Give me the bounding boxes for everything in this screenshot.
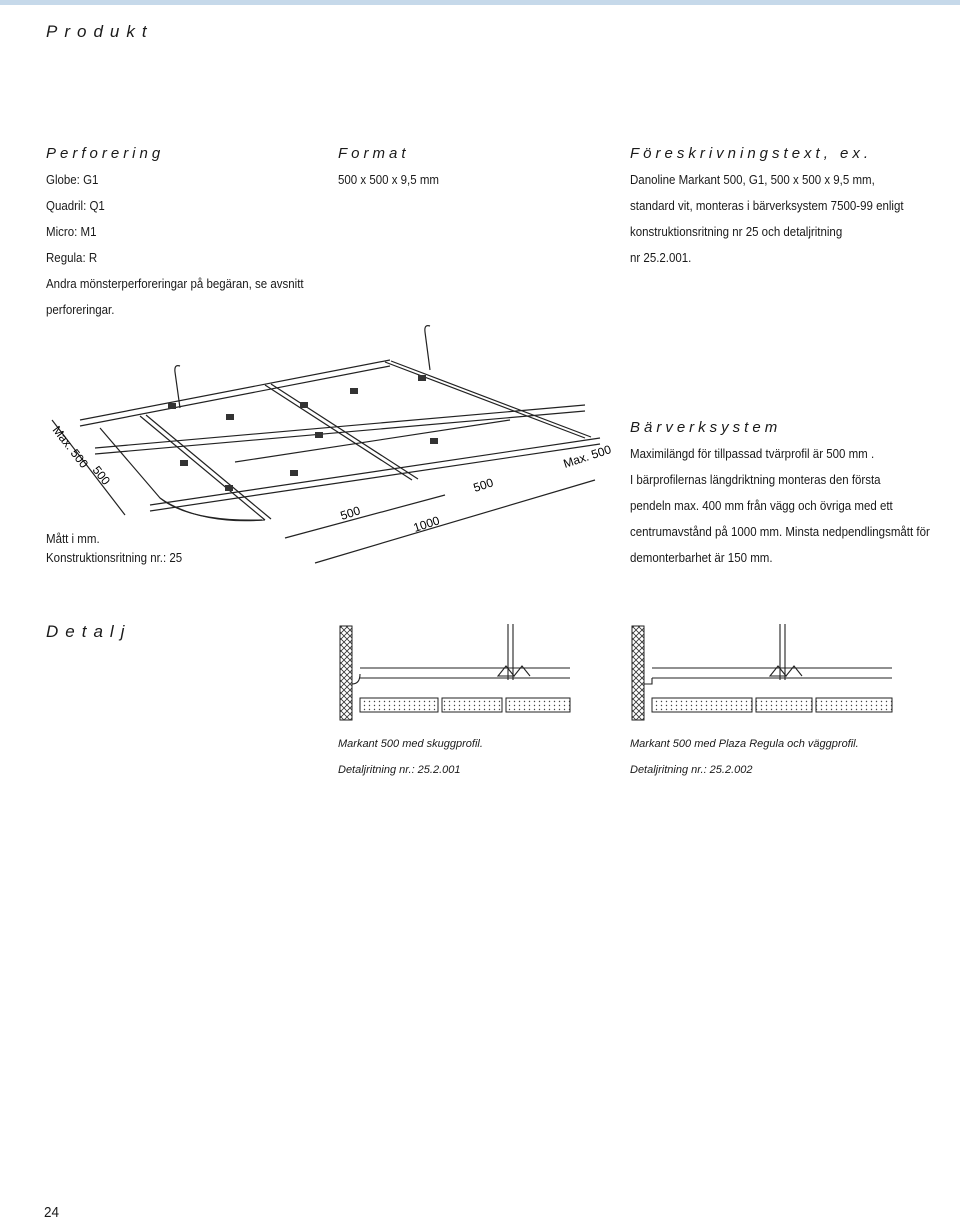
detail-caption-1: Markant 500 med skuggprofil.	[338, 738, 483, 750]
barverksystem-line: pendeln max. 400 mm från vägg och övriga med ett	[630, 499, 893, 513]
barverksystem-section	[630, 418, 956, 571]
clip	[290, 470, 298, 476]
wall	[632, 626, 644, 720]
perforering-line: Micro: M1	[46, 225, 97, 239]
cross-tee-2b	[271, 384, 418, 479]
cross-tee-1	[140, 416, 265, 520]
detail-ref-2: Detaljritning nr.: 25.2.002	[630, 764, 753, 776]
perforering-heading: Perforering	[46, 145, 165, 162]
units-note: Mått i mm.	[46, 532, 100, 546]
clip	[430, 438, 438, 444]
panel-left	[652, 698, 752, 712]
detalj-heading: Detalj	[46, 622, 132, 641]
dim-line-1000	[315, 480, 595, 563]
dim-label-1000: 1000	[411, 513, 442, 535]
foreskrivning-heading: Föreskrivningstext, ex.	[630, 145, 873, 162]
detail-drawing-1	[338, 624, 578, 724]
clip	[418, 375, 426, 381]
perforering-section	[46, 144, 326, 323]
page-title: Produkt	[46, 22, 154, 41]
panel-mid	[756, 698, 812, 712]
detail-drawing-2	[630, 624, 900, 724]
perforering-line: Quadril: Q1	[46, 199, 105, 213]
perforering-line: Andra mönsterperforeringar på begäran, se avsnitt	[46, 277, 304, 291]
barverksystem-line: Maximilängd för tillpassad tvärprofil är 500 mm .	[630, 447, 875, 461]
ceiling-grid-drawing	[40, 320, 620, 580]
panel-left	[360, 698, 438, 712]
dim-label-max-right: Max. 500	[561, 442, 613, 471]
dim-label-max-left: Max. 500	[49, 423, 92, 471]
perforering-line: Globe: G1	[46, 173, 99, 187]
barverksystem-heading: Bärverksystem	[630, 419, 782, 436]
perforering-line: perforeringar.	[46, 303, 115, 317]
cross-tee-2	[265, 385, 412, 480]
barverksystem-line: centrumavstånd på 1000 mm. Minsta nedpendlingsmått för	[630, 525, 930, 539]
main-runner-2b	[95, 411, 585, 454]
foreskrivning-section	[630, 144, 927, 271]
clip	[226, 414, 234, 420]
clip	[225, 485, 233, 491]
foreskrivning-line: nr 25.2.001.	[630, 251, 692, 265]
main-runner-3b	[150, 444, 600, 511]
clip	[315, 432, 323, 438]
main-runner-1	[80, 360, 390, 420]
detail-ref-1: Detaljritning nr.: 25.2.001	[338, 764, 461, 776]
main-runner-1b	[80, 366, 390, 426]
wall-angle	[644, 678, 652, 684]
clip	[180, 460, 188, 466]
format-heading: Format	[338, 145, 410, 162]
clip	[350, 388, 358, 394]
main-runner-3	[150, 438, 600, 505]
barverksystem-line: demonterbarhet är 150 mm.	[630, 551, 773, 565]
hanger-2	[425, 326, 430, 370]
wall	[340, 626, 352, 720]
detail-caption-2: Markant 500 med Plaza Regula och väggprofil.	[630, 738, 859, 750]
drawing-ref: Konstruktionsritning nr.: 25	[46, 551, 183, 565]
top-accent-bar	[0, 0, 960, 5]
cross-tee-mid	[235, 420, 510, 462]
clip	[168, 403, 176, 409]
main-runner-2	[95, 405, 585, 448]
ceiling-line	[360, 668, 570, 678]
format-section	[338, 144, 448, 193]
perforering-line: Regula: R	[46, 251, 98, 265]
page-number: 24	[44, 1204, 60, 1221]
dim-label-500-right: 500	[471, 475, 495, 495]
foreskrivning-line: standard vit, monteras i bärverksystem 7500-99 enligt	[630, 199, 904, 213]
panel-mid	[442, 698, 502, 712]
panel-right	[816, 698, 892, 712]
dim-label-500-left: 500	[89, 463, 114, 488]
wall-profile	[352, 674, 360, 684]
format-value: 500 x 500 x 9,5 mm	[338, 173, 439, 187]
dim-label-500-bottom: 500	[338, 503, 362, 523]
panel-right	[506, 698, 570, 712]
cross-tee-3	[385, 362, 585, 438]
barverksystem-line: I bärprofilernas längdriktning monteras den första	[630, 473, 881, 487]
foreskrivning-line: konstruktionsritning nr 25 och detaljritning	[630, 225, 843, 239]
clip	[300, 402, 308, 408]
foreskrivning-line: Danoline Markant 500, G1, 500 x 500 x 9,5 mm,	[630, 173, 875, 187]
